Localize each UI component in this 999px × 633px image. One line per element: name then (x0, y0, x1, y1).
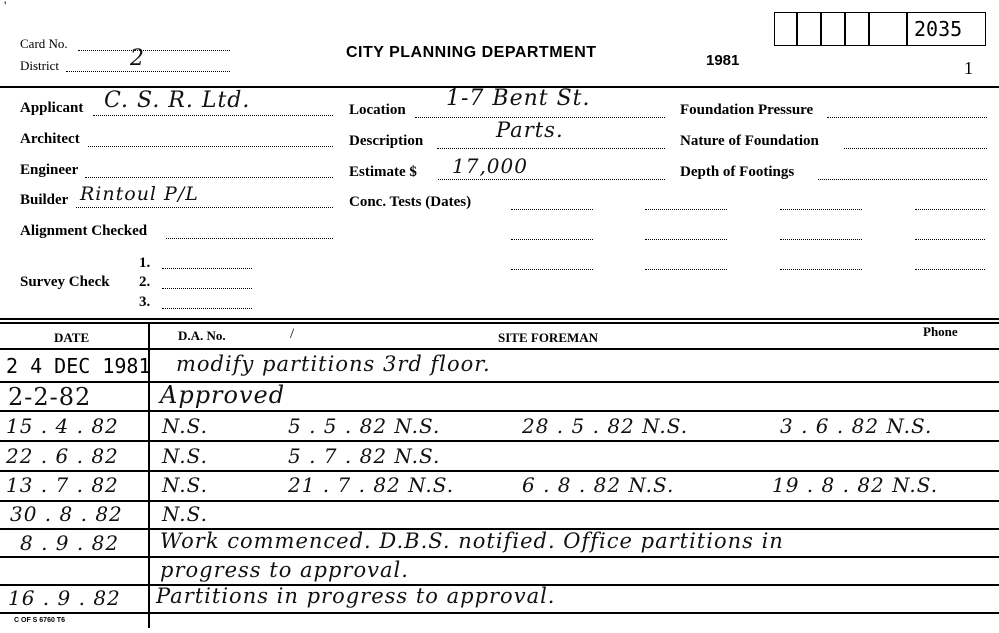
conc-line (645, 239, 727, 240)
log-row-rule (0, 410, 999, 412)
log-entry: 19 . 8 . 82 N.S. (772, 473, 939, 497)
log-entry: 6 . 8 . 82 N.S. (522, 473, 675, 497)
log-entry: 5 . 7 . 82 N.S. (288, 444, 441, 468)
district-label: District (20, 58, 59, 73)
year-label: 1981 (706, 52, 740, 69)
foundation-pressure-line (827, 117, 987, 118)
log-row-rule (0, 556, 999, 558)
box-divider (868, 12, 870, 46)
box-divider (906, 12, 908, 46)
log-entry: N.S. (162, 473, 208, 497)
log-date-stamp: 2 4 DEC 1981 (6, 354, 151, 378)
log-date: 13 . 7 . 82 (6, 473, 119, 497)
conc-line (511, 209, 593, 210)
log-row-rule (0, 612, 999, 614)
box-divider (844, 12, 846, 46)
conc-line (645, 269, 727, 270)
builder-value: Rintoul P/L (80, 183, 199, 205)
card-number: 2035 (914, 17, 963, 41)
log-entry: Work commenced. D.B.S. notified. Office partitions in (160, 529, 784, 553)
corner-tick: ' (4, 0, 7, 13)
builder-label: Builder (20, 192, 69, 208)
da-no-column-header: D.A. No. (178, 328, 226, 343)
log-row-rule (0, 381, 999, 383)
date-column-header: DATE (54, 330, 90, 345)
phone-column-header: Phone (923, 324, 958, 339)
log-entry: progress to approval. (160, 558, 409, 582)
description-label: Description (349, 133, 424, 149)
district-value: 2 (130, 46, 145, 71)
architect-line (88, 146, 333, 147)
form-code: C OF S 6760 T6 (14, 617, 65, 624)
conc-line (511, 269, 593, 270)
survey-label: Survey Check (20, 274, 110, 290)
log-date: 30 . 8 . 82 (10, 502, 123, 526)
conc-line (780, 269, 862, 270)
log-date: 2-2-82 (8, 383, 92, 411)
engineer-label: Engineer (20, 162, 79, 178)
log-row-rule (0, 500, 999, 502)
survey-number-2: 2. (139, 274, 151, 290)
log-date: 8 . 9 . 82 (20, 531, 120, 555)
engineer-line (85, 177, 333, 178)
corner-mark: 1 (964, 58, 973, 78)
conc-tests-label: Conc. Tests (Dates) (349, 194, 472, 210)
conc-line (511, 239, 593, 240)
log-entry: modify partitions 3rd floor. (176, 352, 491, 376)
estimate-value: 17,000 (452, 154, 528, 178)
department-title: CITY PLANNING DEPARTMENT (346, 44, 597, 61)
log-date: 16 . 9 . 82 (8, 586, 121, 610)
survey-number-3: 3. (139, 294, 151, 310)
survey-line-1 (162, 268, 252, 269)
description-value: Parts. (496, 118, 564, 142)
survey-line-3 (162, 308, 252, 309)
conc-line (915, 269, 985, 270)
conc-line (915, 239, 985, 240)
nature-foundation-label: Nature of Foundation (680, 133, 819, 149)
card-no-line (78, 50, 230, 51)
alignment-line (166, 238, 333, 239)
card-no-label: Card No. (20, 36, 68, 51)
location-value: 1-7 Bent St. (446, 86, 591, 111)
box-divider (796, 12, 798, 46)
log-entry: Approved (160, 381, 286, 409)
conc-line (780, 209, 862, 210)
location-label: Location (349, 102, 406, 118)
estimate-line (438, 179, 665, 180)
nature-foundation-line (844, 148, 987, 149)
survey-number-1: 1. (139, 255, 151, 271)
description-line (437, 148, 665, 149)
log-entry: Partitions in progress to approval. (156, 584, 556, 608)
applicant-line (93, 115, 333, 116)
log-entry: N.S. (162, 502, 208, 526)
da-no-slash: / (290, 326, 295, 342)
log-top-rule (0, 318, 999, 320)
depth-footings-label: Depth of Footings (680, 164, 795, 180)
conc-line (645, 209, 727, 210)
alignment-label: Alignment Checked (20, 223, 148, 239)
log-date: 22 . 6 . 82 (6, 444, 119, 468)
district-line (66, 71, 230, 72)
depth-footings-line (818, 179, 987, 180)
survey-line-2 (162, 288, 252, 289)
log-entry: 21 . 7 . 82 N.S. (288, 473, 455, 497)
estimate-label: Estimate $ (349, 164, 417, 180)
site-foreman-column-header: SITE FOREMAN (498, 330, 599, 345)
log-entry: 3 . 6 . 82 N.S. (780, 414, 933, 438)
log-date: 15 . 4 . 82 (6, 414, 119, 438)
builder-line (76, 207, 333, 208)
log-entry: N.S. (162, 414, 208, 438)
applicant-value: C. S. R. Ltd. (104, 88, 251, 113)
log-row-rule (0, 440, 999, 442)
log-row-rule (0, 470, 999, 472)
log-entry: N.S. (162, 444, 208, 468)
applicant-label: Applicant (20, 100, 84, 116)
box-divider (820, 12, 822, 46)
log-entry: 5 . 5 . 82 N.S. (288, 414, 441, 438)
conc-line (780, 239, 862, 240)
architect-label: Architect (20, 131, 80, 147)
log-entry: 28 . 5 . 82 N.S. (522, 414, 689, 438)
foundation-pressure-label: Foundation Pressure (680, 102, 814, 118)
conc-line (915, 209, 985, 210)
